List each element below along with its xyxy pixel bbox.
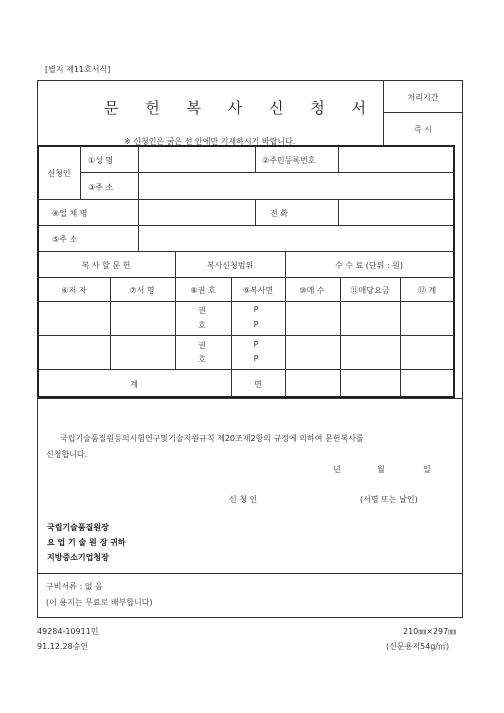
business-address-field[interactable]	[139, 226, 453, 250]
year-label: 년	[333, 465, 341, 474]
business-name-field[interactable]	[139, 200, 254, 224]
address-field[interactable]	[139, 173, 453, 198]
page-label: P	[253, 305, 259, 314]
divider	[37, 573, 463, 574]
divider	[340, 277, 341, 397]
divider	[175, 251, 176, 369]
applicant-signature-label: 신 청 인	[229, 495, 258, 504]
issue-label: 호	[198, 355, 206, 364]
page-title: 문 헌 복 사 신 청 서	[104, 99, 378, 117]
applicant-label: 신청인	[47, 169, 71, 178]
page-label: P	[253, 320, 259, 329]
fee-header: 수 수 료 (단위 : 원)	[334, 261, 404, 270]
business-name-label: ④업 체 명	[52, 209, 88, 218]
divider	[37, 398, 463, 399]
free-distribution-note: (이 용지는 무료로 배부합니다)	[46, 598, 153, 607]
col-copy-pages: ⑨복사면	[242, 286, 274, 295]
divider	[110, 277, 111, 369]
month-label: 월	[377, 465, 385, 474]
resident-id-field[interactable]	[339, 147, 453, 171]
col-unit-fee: ⑪매당요금	[350, 286, 390, 295]
divider	[400, 277, 401, 397]
day-label: 일	[423, 465, 431, 474]
divider	[255, 199, 256, 225]
business-address-label: ⑤주 소	[52, 235, 78, 244]
phone-label: 전 화	[270, 209, 288, 218]
documents-header: 복 사 할 문 헌	[81, 261, 131, 270]
pages-label: 면	[254, 380, 262, 389]
col-sheets: ⑩매 수	[299, 286, 325, 295]
volume-label: 권	[198, 341, 206, 350]
address-label: ③주 소	[88, 183, 114, 192]
resident-id-label: ②주민등록번호	[262, 156, 316, 165]
page-label: P	[253, 354, 259, 363]
total-label: 계	[130, 380, 138, 389]
name-label: ①성 명	[88, 156, 114, 165]
divider	[38, 335, 454, 336]
copy-range-header: 복사신청범위	[206, 261, 254, 270]
form-reference: [별지 제11호서식]	[45, 65, 111, 74]
volume-label: 권	[198, 306, 206, 315]
recipient-2: 요 업 기 술 원 장 귀하	[47, 538, 126, 547]
divider	[231, 277, 232, 397]
divider	[38, 251, 454, 252]
page-label: P	[253, 340, 259, 349]
divider	[285, 251, 286, 397]
divider	[38, 369, 454, 370]
phone-field[interactable]	[339, 200, 453, 224]
paper-type: (신문용지54g/㎡)	[386, 642, 450, 651]
divider	[38, 301, 454, 302]
col-volume: ⑧권 호	[190, 286, 216, 295]
instruction-note: ※ 신청인은 굵은 선 안에만 기재하시기 바랍니다.	[124, 137, 296, 146]
divider	[38, 277, 454, 278]
name-field[interactable]	[139, 147, 254, 171]
signature-note: (서명 또는 날인)	[360, 495, 418, 504]
application-statement: 국립기술품질원등의시험연구및기술지원규칙 제20조제2항의 규정에 의하여 문헌복사를	[60, 434, 364, 443]
divider	[383, 112, 463, 113]
required-documents: 구비서류 : 없 음	[46, 582, 103, 591]
divider	[255, 146, 256, 172]
approval-date: 91.12.28승인	[37, 642, 89, 651]
processing-period-value: 즉 시	[414, 125, 432, 134]
divider	[80, 146, 81, 199]
recipient-3: 지방중소기업청장	[47, 553, 109, 562]
col-total: ⑫ 계	[417, 286, 437, 295]
issue-label: 호	[198, 321, 206, 330]
form-code: 49284-10911민	[37, 627, 99, 636]
application-statement-end: 신청합니다.	[46, 450, 88, 459]
col-title: ⑦서 명	[129, 286, 155, 295]
recipient-1: 국립기술품질원장	[47, 523, 109, 532]
processing-period-label: 처리기간	[407, 93, 439, 102]
col-author: ⑥저 자	[61, 286, 87, 295]
paper-size: 210㎜×297㎜	[403, 627, 457, 636]
